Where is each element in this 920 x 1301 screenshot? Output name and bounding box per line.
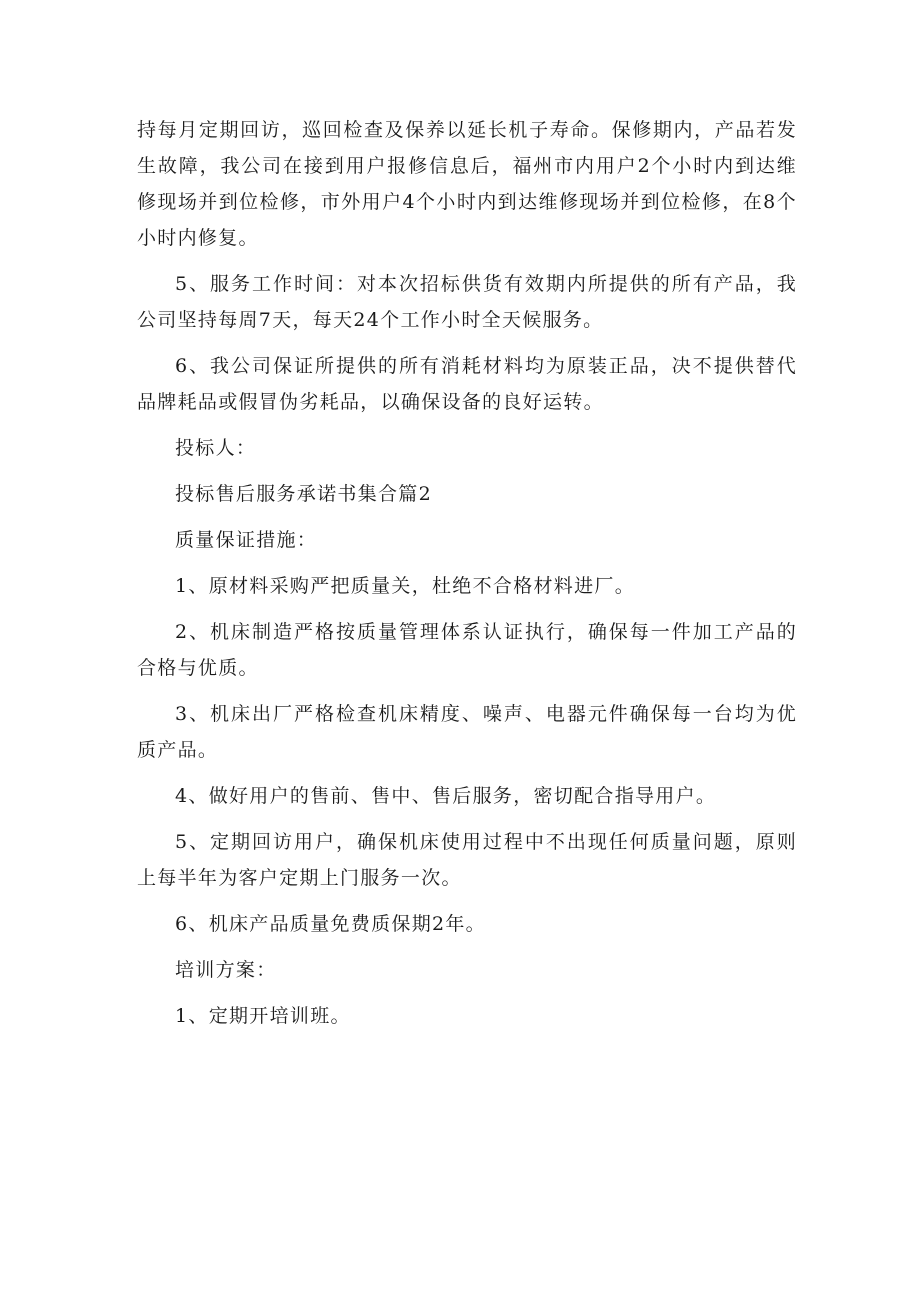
list-item: 1、定期开培训班。: [175, 1005, 351, 1027]
list-item: 4、做好用户的售前、售中、售后服务，密切配合指导用户。: [175, 785, 717, 807]
list-item: 6、机床产品质量免费质保期2年。: [175, 913, 486, 935]
paragraph: 持每月定期回访，巡回检查及保养以延长机子寿命。保修期内，产品若发生故障，我公司在接到用户报修信息后，福州市内用户2个小时内到达维修现场并到位检修，市外用户4个小时内到达维修现场并到位检修，在8个小时内修复。: [137, 119, 797, 249]
bidder-label: 投标人：: [175, 437, 257, 459]
list-item: 5、定期回访用户，确保机床使用过程中不出现任何质量问题，原则上每半年为客户定期上门服务一次。: [137, 831, 797, 889]
list-item: 1、原材料采购严把质量关，杜绝不合格材料进厂。: [175, 575, 635, 597]
document-body: [137, 112, 797, 1044]
paragraph: 6、我公司保证所提供的所有消耗材料均为原装正品，决不提供替代品牌耗品或假冒伪劣耗品，以确保设备的良好运转。: [137, 355, 797, 413]
list-item: 2、机床制造严格按质量管理体系认证执行，确保每一件加工产品的合格与优质。: [137, 621, 797, 679]
subsection-heading: 培训方案：: [175, 959, 277, 981]
paragraph: 5、服务工作时间：对本次招标供货有效期内所提供的所有产品，我公司坚持每周7天，每天24个工作小时全天候服务。: [137, 273, 797, 331]
section-heading: 投标售后服务承诺书集合篇2: [175, 483, 432, 505]
list-item: 3、机床出厂严格检查机床精度、噪声、电器元件确保每一台均为优质产品。: [137, 703, 797, 761]
subsection-heading: 质量保证措施：: [175, 529, 318, 551]
